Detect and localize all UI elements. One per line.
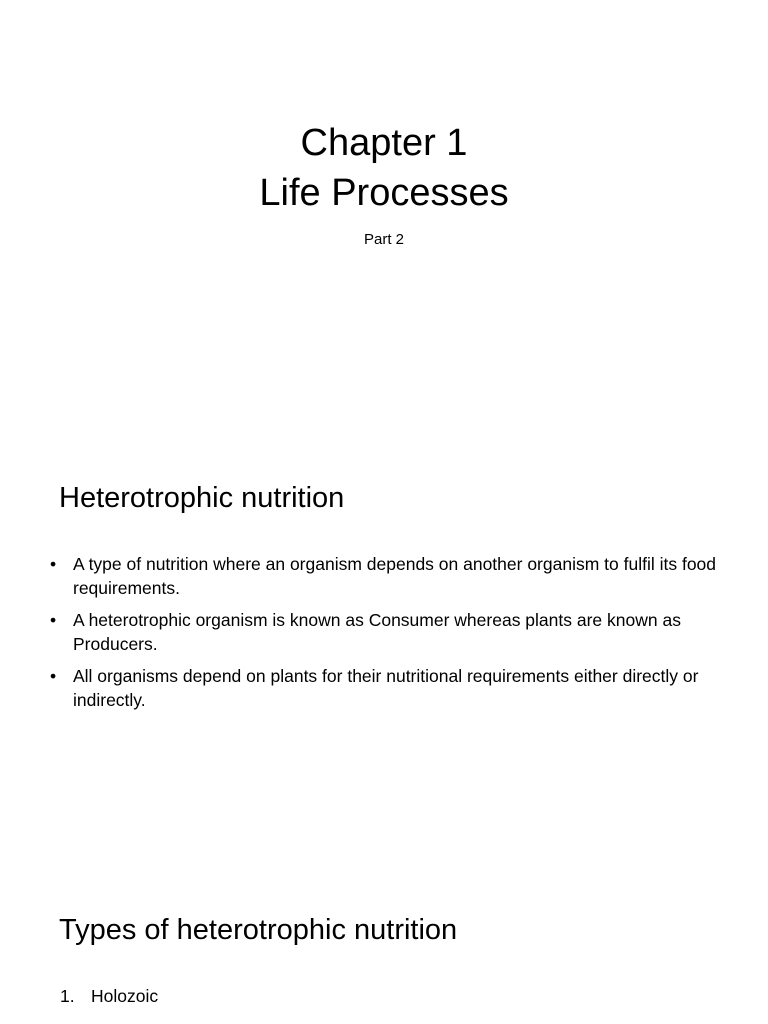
bullet-item [50, 608, 730, 656]
bullet-text: A type of nutrition where an organism depends on another organism to fulfil its food requirements. [73, 554, 717, 598]
bullet-icon: • [50, 610, 57, 630]
bullet-item [50, 552, 730, 600]
slide-title [0, 118, 768, 218]
title-slide [0, 0, 768, 440]
numbered-list [60, 984, 158, 1008]
slide-heading: Heterotrophic nutrition [59, 482, 345, 514]
bullet-icon: • [50, 554, 57, 574]
types-of-heterotrophic-nutrition-slide [0, 880, 768, 1024]
slide-subtitle: Part 2 [363, 231, 405, 248]
title-line-1: Chapter 1 [300, 122, 468, 164]
bullet-text: All organisms depend on plants for their nutritional requirements either directly or indirectly. [73, 666, 699, 710]
bullet-icon: • [50, 666, 57, 686]
heterotrophic-nutrition-slide [0, 440, 768, 880]
list-number: 1. [60, 986, 75, 1006]
bullet-text: A heterotrophic organism is known as Consumer whereas plants are known as Producers. [73, 610, 681, 654]
list-item-label: Holozoic [91, 986, 159, 1006]
list-item [60, 984, 158, 1008]
slide-heading: Types of heterotrophic nutrition [59, 914, 458, 946]
title-line-2: Life Processes [259, 172, 509, 214]
bullet-list [50, 552, 730, 720]
bullet-item [50, 664, 730, 712]
